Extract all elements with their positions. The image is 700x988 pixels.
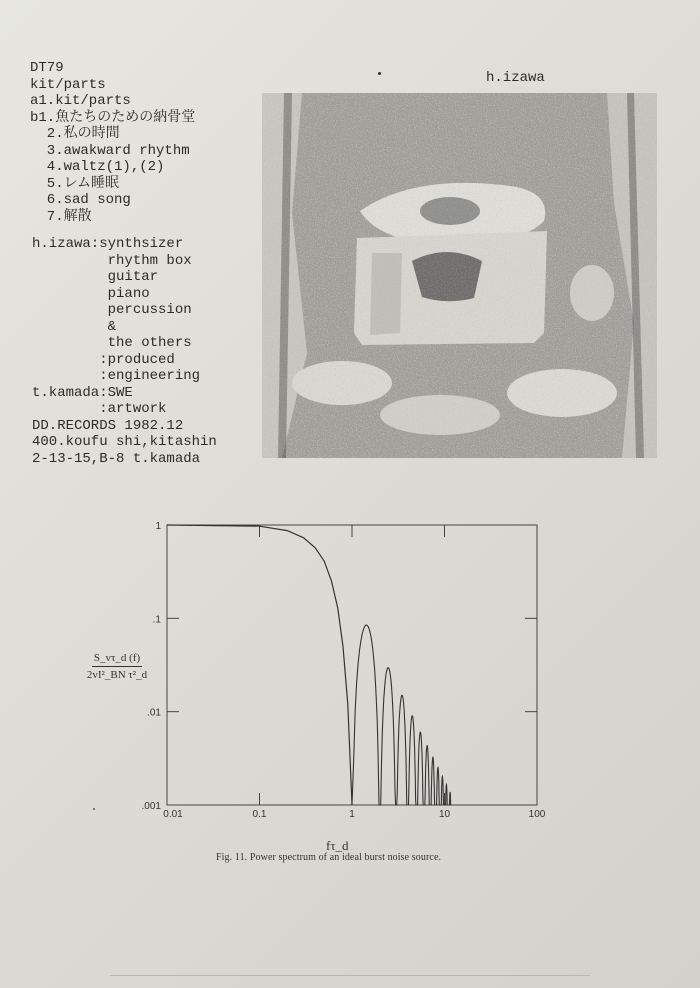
credit-line: :artwork (32, 401, 167, 417)
figure-caption: Fig. 11. Power spectrum of an ideal burst noise source. (216, 852, 442, 863)
plot-frame (167, 525, 537, 805)
page-rule (110, 975, 590, 976)
stone-altar-image (262, 93, 657, 458)
series-side-lobe (352, 625, 380, 805)
track-line: b1.魚たちのための納骨堂 (30, 109, 196, 126)
y-axis-label (84, 652, 150, 681)
track-line: a1.kit/parts (30, 93, 131, 109)
credit-line: h.izawa:synthsizer (32, 236, 184, 252)
credit-line: :engineering (32, 368, 201, 384)
y-label-denominator: 2vI²_BN τ²_d (86, 669, 148, 681)
y-tick-label: 1 (155, 521, 161, 532)
series-side-lobe (424, 746, 430, 805)
track-line: 7.解散 (30, 208, 92, 225)
track-line: kit/parts (30, 76, 106, 93)
series-side-lobe (436, 768, 441, 806)
series-side-lobe (380, 668, 396, 805)
x-tick-label: 1 (349, 809, 355, 820)
credit-line: DD.RECORDS 1982.12 (32, 417, 184, 434)
ink-spot (93, 808, 95, 810)
track-line: 4.waltz(1),(2) (30, 159, 165, 175)
track-line: 6.sad song (30, 192, 131, 208)
y-tick-label: .1 (152, 614, 161, 626)
credit-line: percussion (32, 302, 192, 318)
credit-line: rhythm box (32, 252, 192, 269)
y-label-numerator: S_vτ_d (f) (92, 652, 142, 667)
track-line: 5.レム睡眠 (30, 175, 120, 192)
y-tick-label: .001 (141, 801, 161, 812)
series-side-lobe (396, 695, 408, 805)
x-tick-label: 100 (528, 809, 546, 820)
credit-line: & (32, 318, 117, 335)
author-name: h.izawa (486, 70, 545, 86)
x-tick-label: 0.01 (163, 809, 183, 820)
credit-line: t.kamada:SWE (32, 384, 133, 401)
series-main-lobe (167, 525, 352, 805)
series-side-lobe (448, 792, 452, 805)
track-line: 3.awakward rhythm (30, 142, 190, 159)
series-side-lobe (445, 785, 449, 805)
credits-list (32, 236, 217, 467)
credit-line: piano (32, 285, 150, 302)
x-tick-label: 10 (438, 809, 451, 820)
track-line: DT79 (30, 60, 64, 76)
series-side-lobe (408, 716, 417, 805)
y-tick-label: .01 (147, 707, 161, 719)
series-side-lobe (440, 777, 444, 806)
credit-line: 400.koufu shi,kitashin (32, 434, 217, 450)
series-side-lobe (430, 757, 435, 805)
credit-line: 2-13-15,B-8 t.kamada (32, 450, 201, 467)
track-line: 2.私の時間 (30, 126, 120, 142)
series-side-lobe (417, 732, 424, 805)
credit-line: :produced (32, 351, 175, 368)
dot-mark (378, 72, 381, 75)
x-tick-label: 0.1 (252, 809, 267, 820)
track-list (30, 60, 195, 225)
credit-line: guitar (32, 269, 159, 285)
cover-photo (262, 93, 657, 458)
x-axis-label: fτ_d (326, 838, 349, 853)
credit-line: the others (32, 335, 192, 351)
